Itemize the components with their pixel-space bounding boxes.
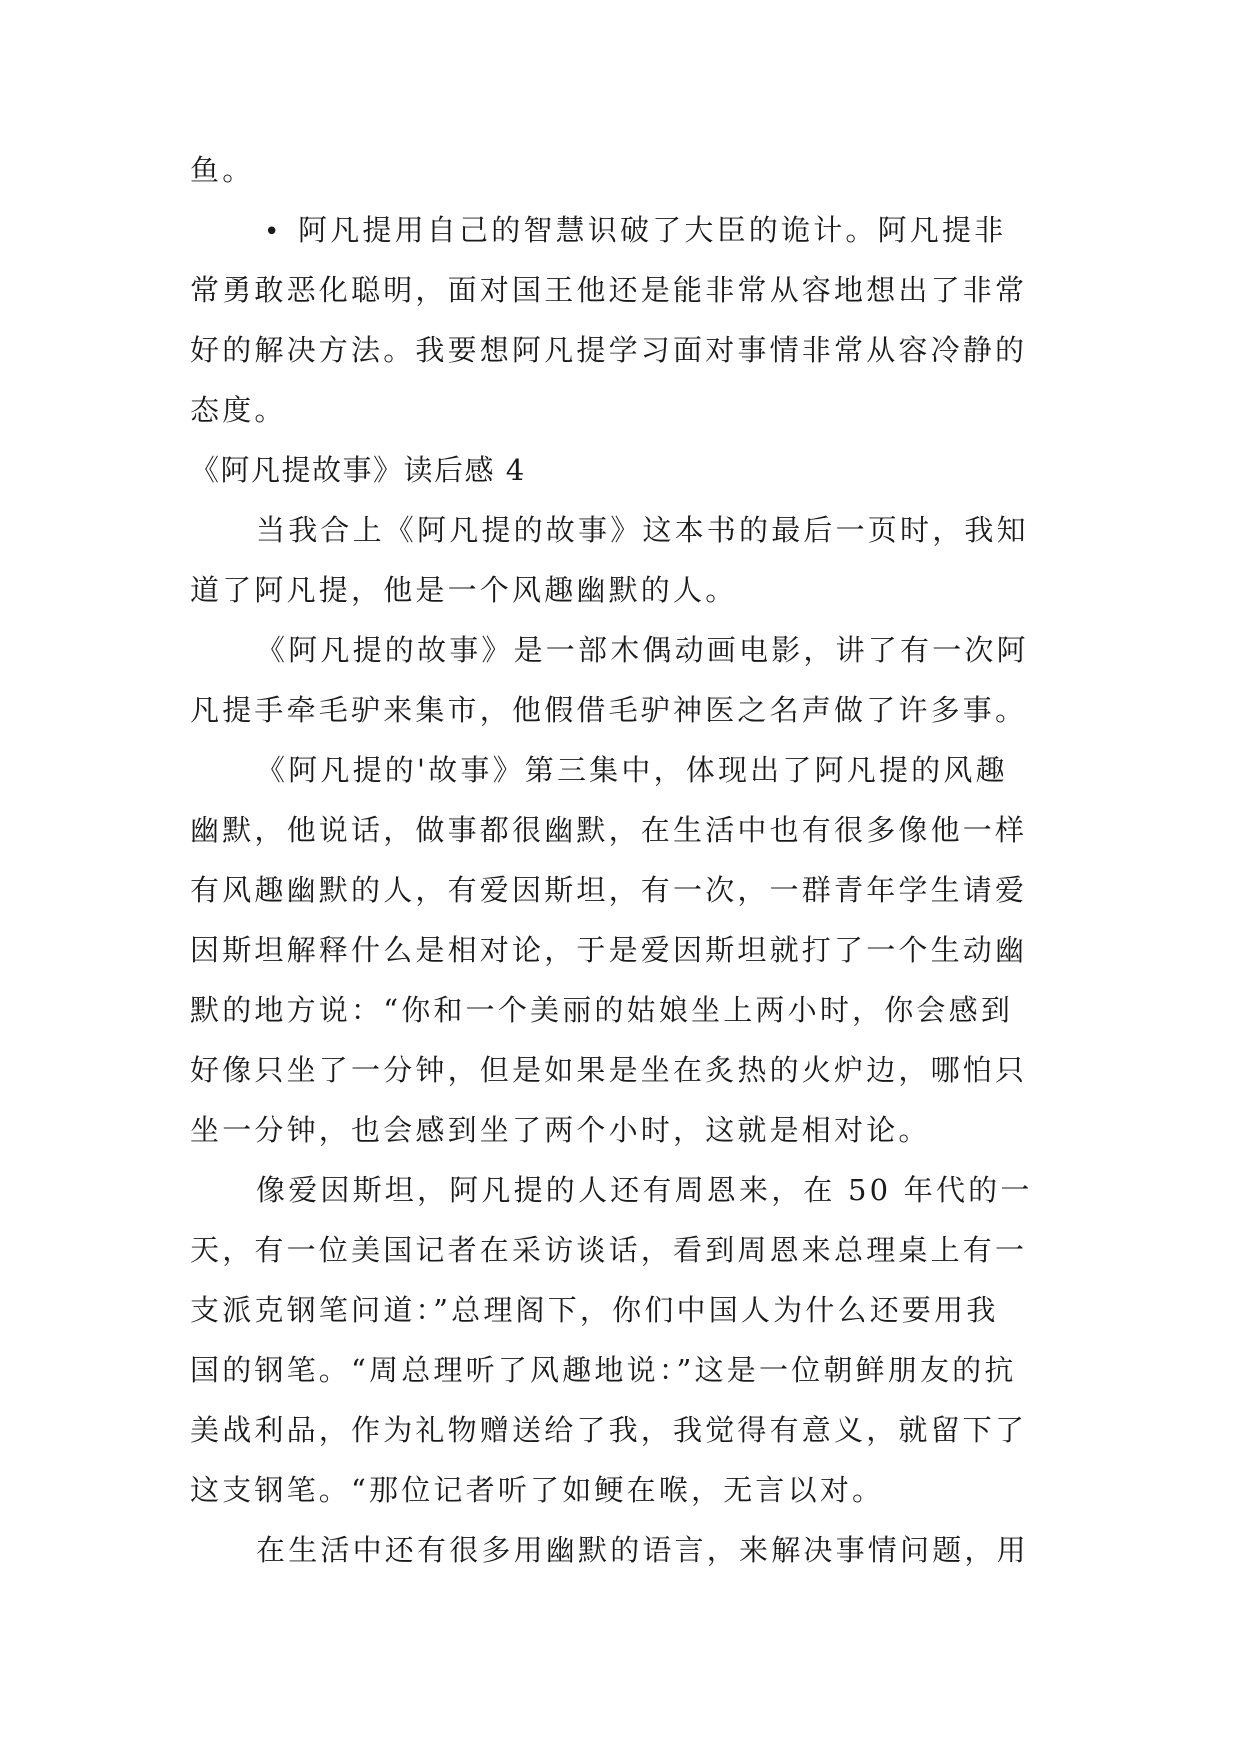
text-line: 凡提手牵毛驴来集市，他假借毛驴神医之名声做了许多事。 xyxy=(190,693,1028,727)
text-line: 这支钢笔。“那位记者听了如鲠在喉，无言以对。 xyxy=(190,1473,885,1507)
text-line: 国的钢笔。“周总理听了风趣地说：”这是一位朝鲜朋友的抗 xyxy=(190,1353,1017,1387)
text-line: 态度。 xyxy=(190,393,287,427)
text-line: 常勇敢恶化聪明，面对国王他还是能非常从容地想出了非常 xyxy=(190,273,1028,307)
text-line: 当我合上《阿凡提的故事》这本书的最后一页时，我知 xyxy=(256,513,1029,547)
text-line: 《阿凡提的故事》是一部木偶动画电影，讲了有一次阿 xyxy=(256,633,1029,667)
bullet-icon: • xyxy=(264,217,283,247)
document-body xyxy=(190,140,1060,1580)
text-line: 《阿凡提的'故事》第三集中，体现出了阿凡提的风趣 xyxy=(256,753,1008,787)
text-line: 好像只坐了一分钟，但是如果是坐在炙热的火炉边，哪怕只 xyxy=(190,1053,1028,1087)
text-line: 在生活中还有很多用幽默的语言，来解决事情问题，用 xyxy=(256,1533,1029,1567)
bullet-item xyxy=(190,200,1060,260)
text-line: 阿凡提用自己的智慧识破了大臣的诡计。阿凡提非 xyxy=(298,213,1007,247)
text-line: 天，有一位美国记者在采访谈话，看到周恩来总理桌上有一 xyxy=(190,1233,1028,1267)
text-line: 好的解决方法。我要想阿凡提学习面对事情非常从容冷静的 xyxy=(190,333,1028,367)
text-line: 坐一分钟，也会感到坐了两个小时，这就是相对论。 xyxy=(190,1113,931,1147)
text-line: 支派克钢笔问道：”总理阁下，你们中国人为什么还要用我 xyxy=(190,1293,999,1327)
text-line: 有风趣幽默的人，有爱因斯坦，有一次，一群青年学生请爱 xyxy=(190,873,1028,907)
text-line: 幽默，他说话，做事都很幽默，在生活中也有很多像他一样 xyxy=(190,813,1028,847)
text-line: 因斯坦解释什么是相对论，于是爱因斯坦就打了一个生动幽 xyxy=(190,933,1028,967)
text-line: 鱼。 xyxy=(190,153,255,187)
section-heading: 《阿凡提故事》读后感 4 xyxy=(190,453,526,487)
text-line: 美战利品，作为礼物赠送给了我，我觉得有意义，就留下了 xyxy=(190,1413,1028,1447)
text-line: 像爱因斯坦，阿凡提的人还有周恩来，在 50 年代的一 xyxy=(256,1173,1033,1207)
text-line: 默的地方说：“你和一个美丽的姑娘坐上两小时，你会感到 xyxy=(190,993,1014,1027)
text-line: 道了阿凡提，他是一个风趣幽默的人。 xyxy=(190,573,738,607)
